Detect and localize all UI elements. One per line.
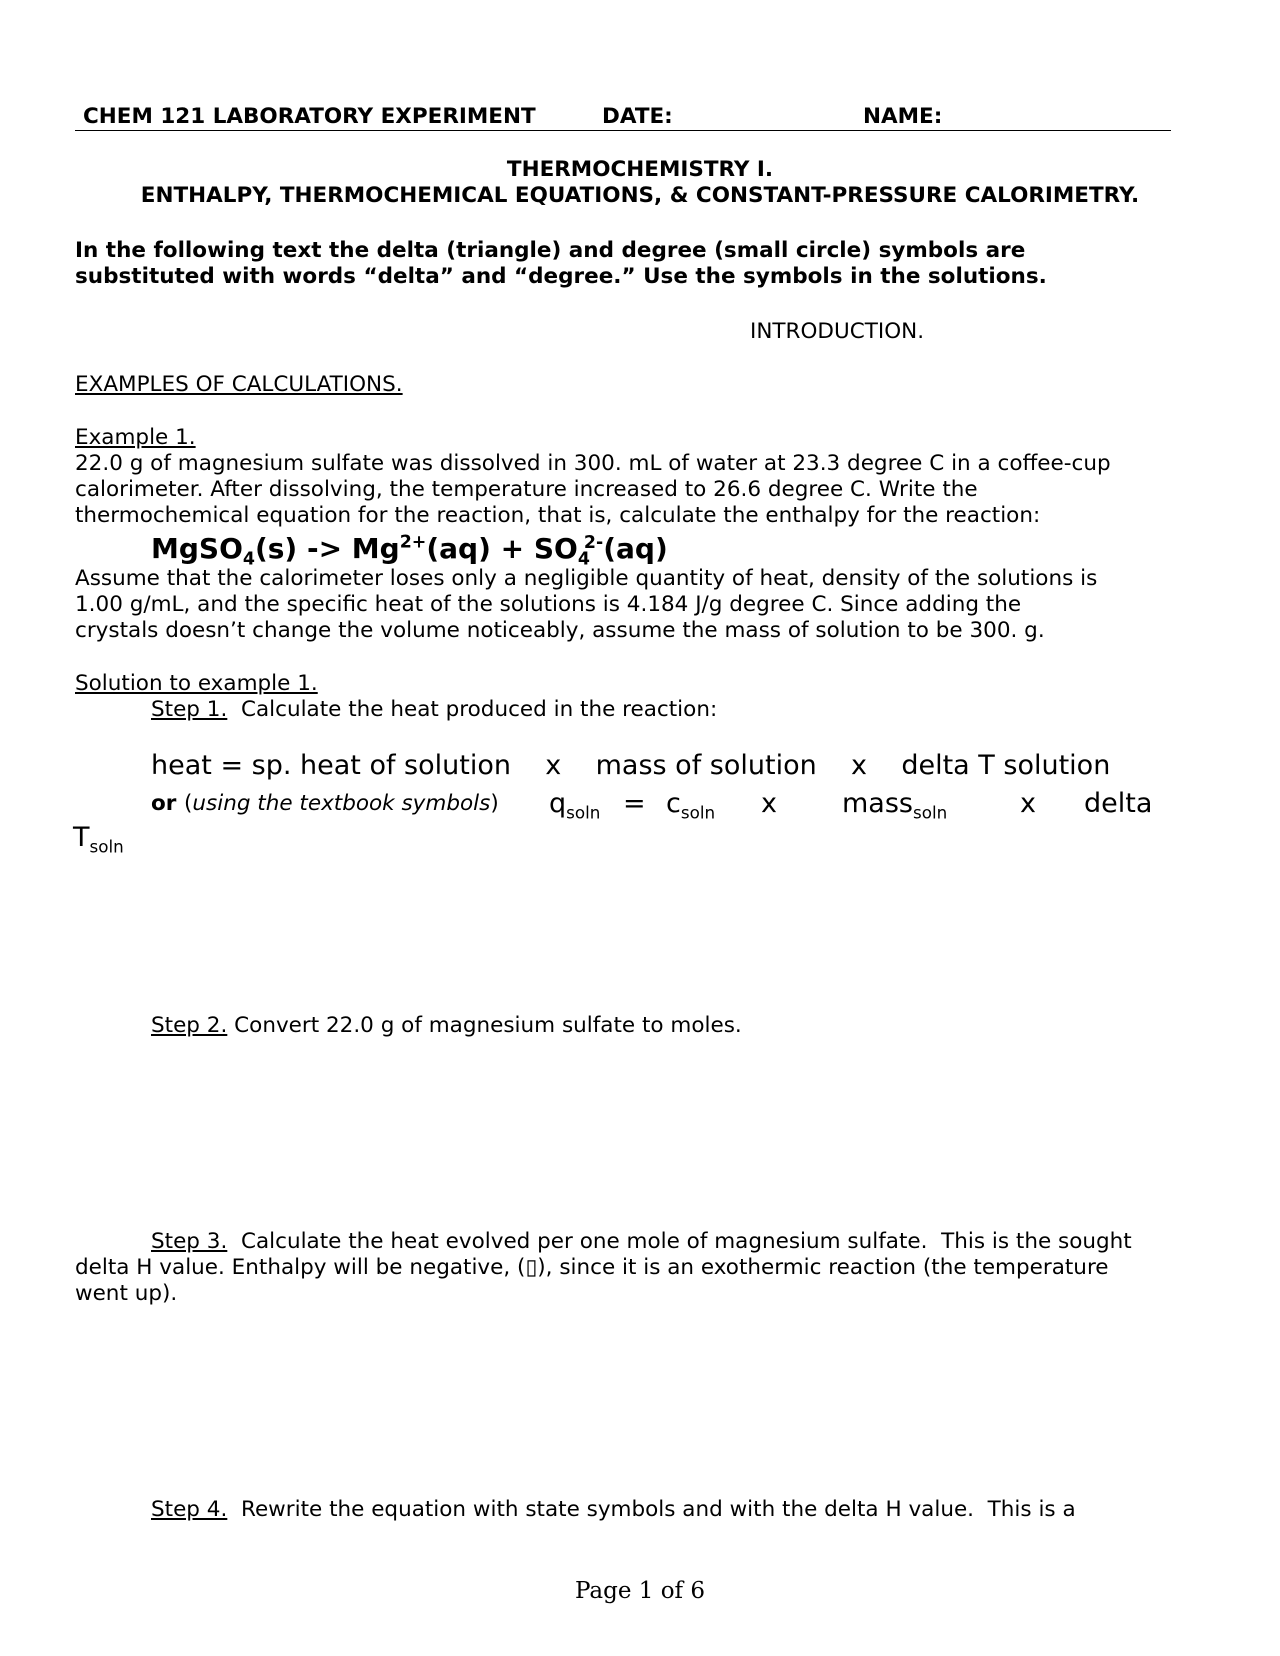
step-4-label: Step 4. <box>151 1497 228 1522</box>
assumption-line-2: 1.00 g/mL, and the specific heat of the solutions is 4.184 J/g degree C. Since adding the <box>75 592 1022 617</box>
introduction-heading: INTRODUCTION. <box>750 319 925 344</box>
step-1 <box>151 697 717 722</box>
step-4 <box>151 1497 1076 1522</box>
note-line-1: In the following text the delta (triangle) and degree (small circle) symbols are <box>75 238 1026 263</box>
examples-heading: EXAMPLES OF CALCULATIONS. <box>75 372 403 397</box>
step-2 <box>151 1013 742 1038</box>
step-1-label: Step 1. <box>151 697 228 722</box>
reaction-equation: MgSO$_4$(s) -> $Mg^{2+}(aq) + SO_4^{2-}(aq)$ <box>151 532 668 570</box>
step-2-text: Convert 22.0 g of magnesium sulfate to moles. <box>227 1013 742 1038</box>
assumption-line-3: crystals doesn’t change the volume noticeably, assume the mass of solution to be 300. g. <box>75 618 1045 643</box>
example1-line-1: 22.0 g of magnesium sulfate was dissolved in 300. mL of water at 23.3 degree C in a coffee-cup <box>75 451 1111 476</box>
date-label: DATE: <box>602 104 673 129</box>
heat-formula-symbols: or (using the textbook symbols) $q_{soln}$ = $c_{soln}$ x mass$_{soln}$ x delta <box>151 788 1153 823</box>
step-2-label: Step 2. <box>151 1013 228 1038</box>
step-3-label: Step 3. <box>151 1229 228 1254</box>
step-3-text: Calculate the heat evolved per one mole of magnesium sulfate. This is the sought <box>227 1229 1132 1254</box>
step-3 <box>151 1229 1132 1254</box>
delta-t-symbol: $T_{soln}$ <box>73 822 124 857</box>
example1-line-3: thermochemical equation for the reaction, that is, calculate the enthalpy for the reaction: <box>75 503 1041 528</box>
step-3-line-3: went up). <box>75 1281 178 1306</box>
solution-heading: Solution to example 1. <box>75 671 318 696</box>
note-line-2: substituted with words “delta” and “degree.” Use the symbols in the solutions. <box>75 264 1047 289</box>
example1-heading: Example 1. <box>75 425 196 450</box>
heat-formula: heat = sp. heat of solution x mass of solution x delta T solution <box>151 750 1111 781</box>
step-4-text: Rewrite the equation with state symbols and with the delta H value. This is a <box>227 1497 1076 1522</box>
assumption-line-1: Assume that the calorimeter loses only a negligible quantity of heat, density of the solutions is <box>75 566 1098 591</box>
page-title: THERMOCHEMISTRY I. <box>506 157 774 182</box>
example1-line-2: calorimeter. After dissolving, the temperature increased to 26.6 degree C. Write the <box>75 477 978 502</box>
step-3-line-2: delta H value. Enthalpy will be negative, (▯), since it is an exothermic reaction (the temperature <box>75 1255 1109 1280</box>
step-1-text: Calculate the heat produced in the reaction: <box>227 697 718 722</box>
page-number: Page 1 of 6 <box>574 1578 706 1604</box>
page-subtitle: ENTHALPY, THERMOCHEMICAL EQUATIONS, & CONSTANT-PRESSURE CALORIMETRY. <box>140 183 1140 208</box>
name-label: NAME: <box>863 104 943 129</box>
course-label: CHEM 121 LABORATORY EXPERIMENT <box>83 104 536 129</box>
header-line <box>75 104 1171 131</box>
